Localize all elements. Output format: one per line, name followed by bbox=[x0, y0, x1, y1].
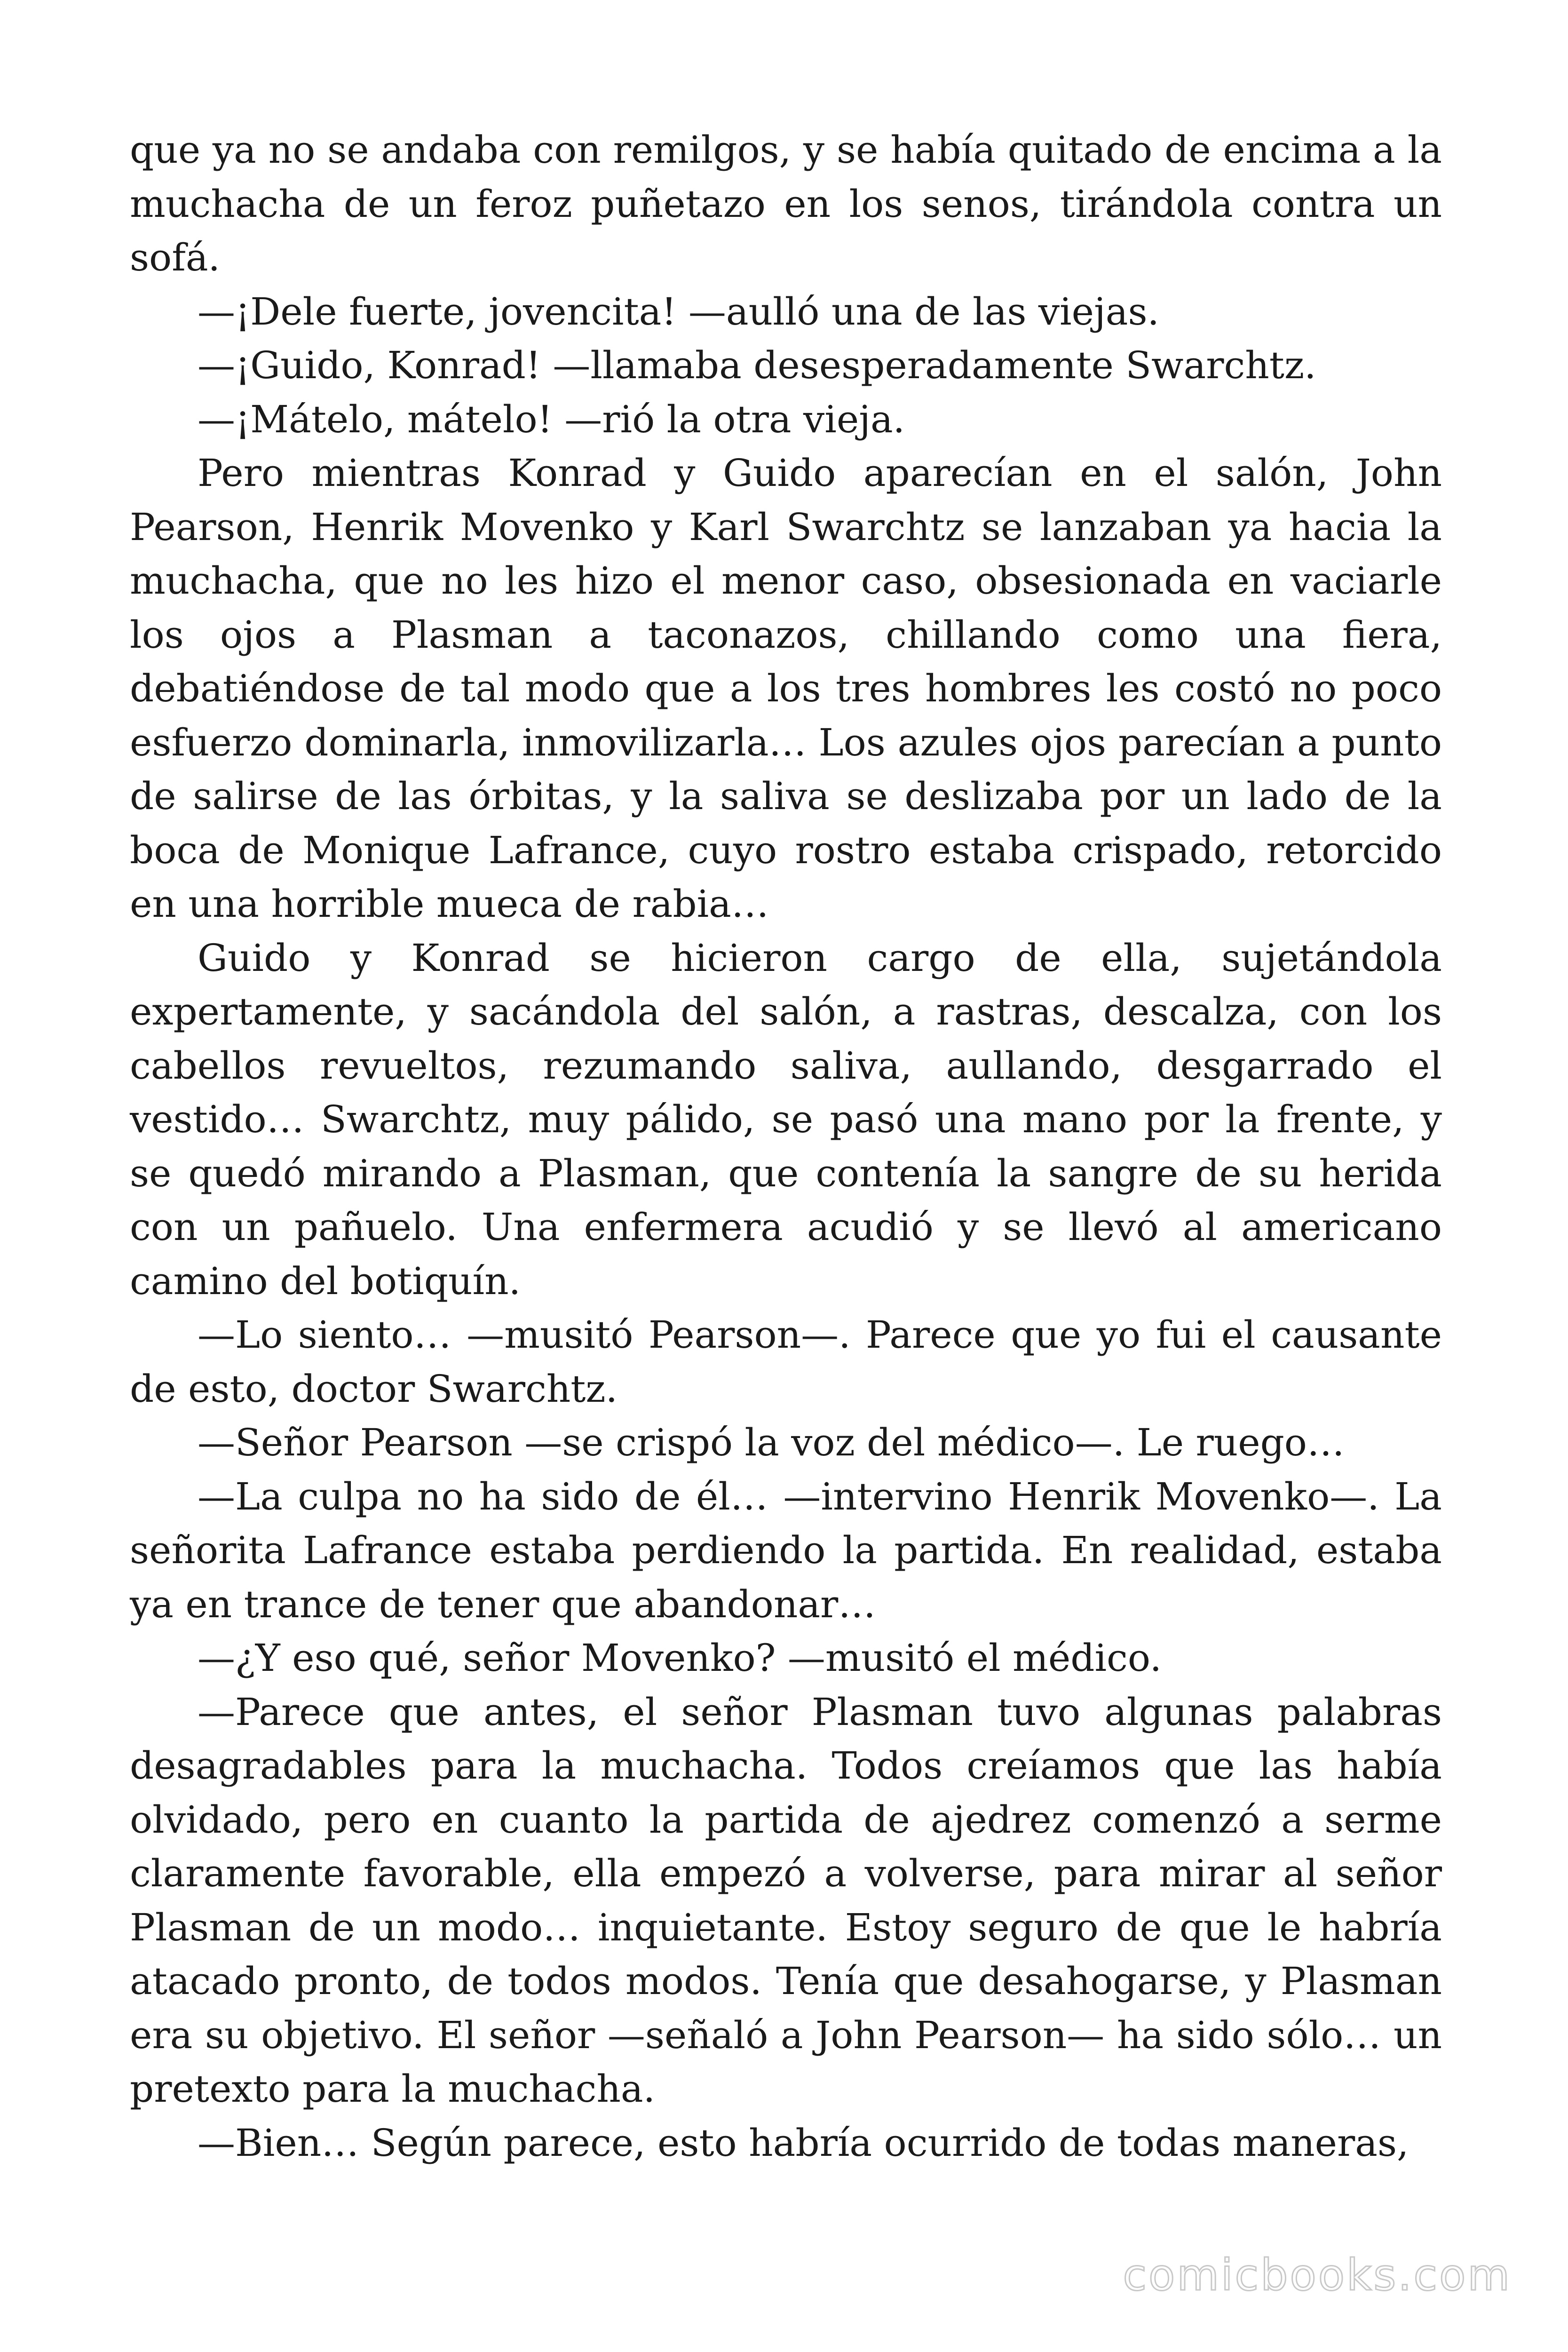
paragraph-dialogue: —¿Y eso qué, señor Movenko? —musitó el médico. bbox=[198, 1636, 1162, 1680]
paragraph-dialogue: —Lo siento… —musitó Pearson—. Parece que yo fui el causante de esto, doctor Swarchtz. bbox=[130, 1313, 1442, 1411]
paragraph-narration: Guido y Konrad se hicieron cargo de ella, sujetándola expertamente, y sacándola del salón, a rastras, descalza, con los cabellos revueltos, rezumando saliva, aullando, desgarrado el vestido… Swarchtz, muy pálido, se pasó una mano por la frente, y se quedó mirando a Plasman, que contenía la sangre de su herida con un pañuelo. Una enfermera acudió y se llevó al americano camino del botiquín. bbox=[130, 936, 1442, 1303]
paragraph-dialogue: —Bien… Según parece, esto habría ocurrido de todas maneras, bbox=[198, 2121, 1409, 2165]
paragraph-dialogue: —¡Mátelo, mátelo! —rió la otra vieja. bbox=[198, 397, 905, 441]
paragraph-dialogue: —La culpa no ha sido de él… —intervino Henrik Movenko—. La señorita Lafrance estaba perdiendo la partida. En realidad, estaba ya en trance de tener que abandonar… bbox=[130, 1474, 1442, 1626]
paragraph-dialogue: —¡Guido, Konrad! —llamaba desesperadamente Swarchtz. bbox=[198, 343, 1316, 387]
paragraph-continuation: que ya no se andaba con remilgos, y se había quitado de encima a la muchacha de un feroz puñetazo en los senos, tirándola contra un sofá. bbox=[130, 128, 1442, 279]
site-watermark: comicbooks.com bbox=[1123, 2250, 1512, 2300]
body-text bbox=[130, 123, 1442, 2170]
paragraph-dialogue: —¡Dele fuerte, jovencita! —aulló una de las viejas. bbox=[198, 289, 1159, 334]
paragraph-dialogue: —Señor Pearson —se crispó la voz del médico—. Le ruego… bbox=[198, 1421, 1345, 1464]
paragraph-dialogue: —Parece que antes, el señor Plasman tuvo algunas palabras desagradables para la muchacha. Todos creíamos que las había olvidado, pero en cuanto la partida de ajedrez comenzó a serme claramente favorable, ella empezó a volverse, para mirar al señor Plasman de un modo… inquietante. Estoy seguro de que le habría atacado pronto, de todos modos. Tenía que desahogarse, y Plasman era su objetivo. El señor —señaló a John Pearson— ha sido sólo… un pretexto para la muchacha. bbox=[130, 1690, 1442, 2111]
paragraph-narration: Pero mientras Konrad y Guido aparecían en el salón, John Pearson, Henrik Movenko y Karl Swarchtz se lanzaban ya hacia la muchacha, que no les hizo el menor caso, obsesionada en vaciarle los ojos a Plasman a taconazos, chillando como una fiera, debatiéndose de tal modo que a los tres hombres les costó no poco esfuerzo dominarla, inmovilizarla… Los azules ojos parecían a punto de salirse de las órbitas, y la saliva se deslizaba por un lado de la boca de Monique Lafrance, cuyo rostro estaba crispado, retorcido en una horrible mueca de rabia… bbox=[130, 451, 1442, 926]
